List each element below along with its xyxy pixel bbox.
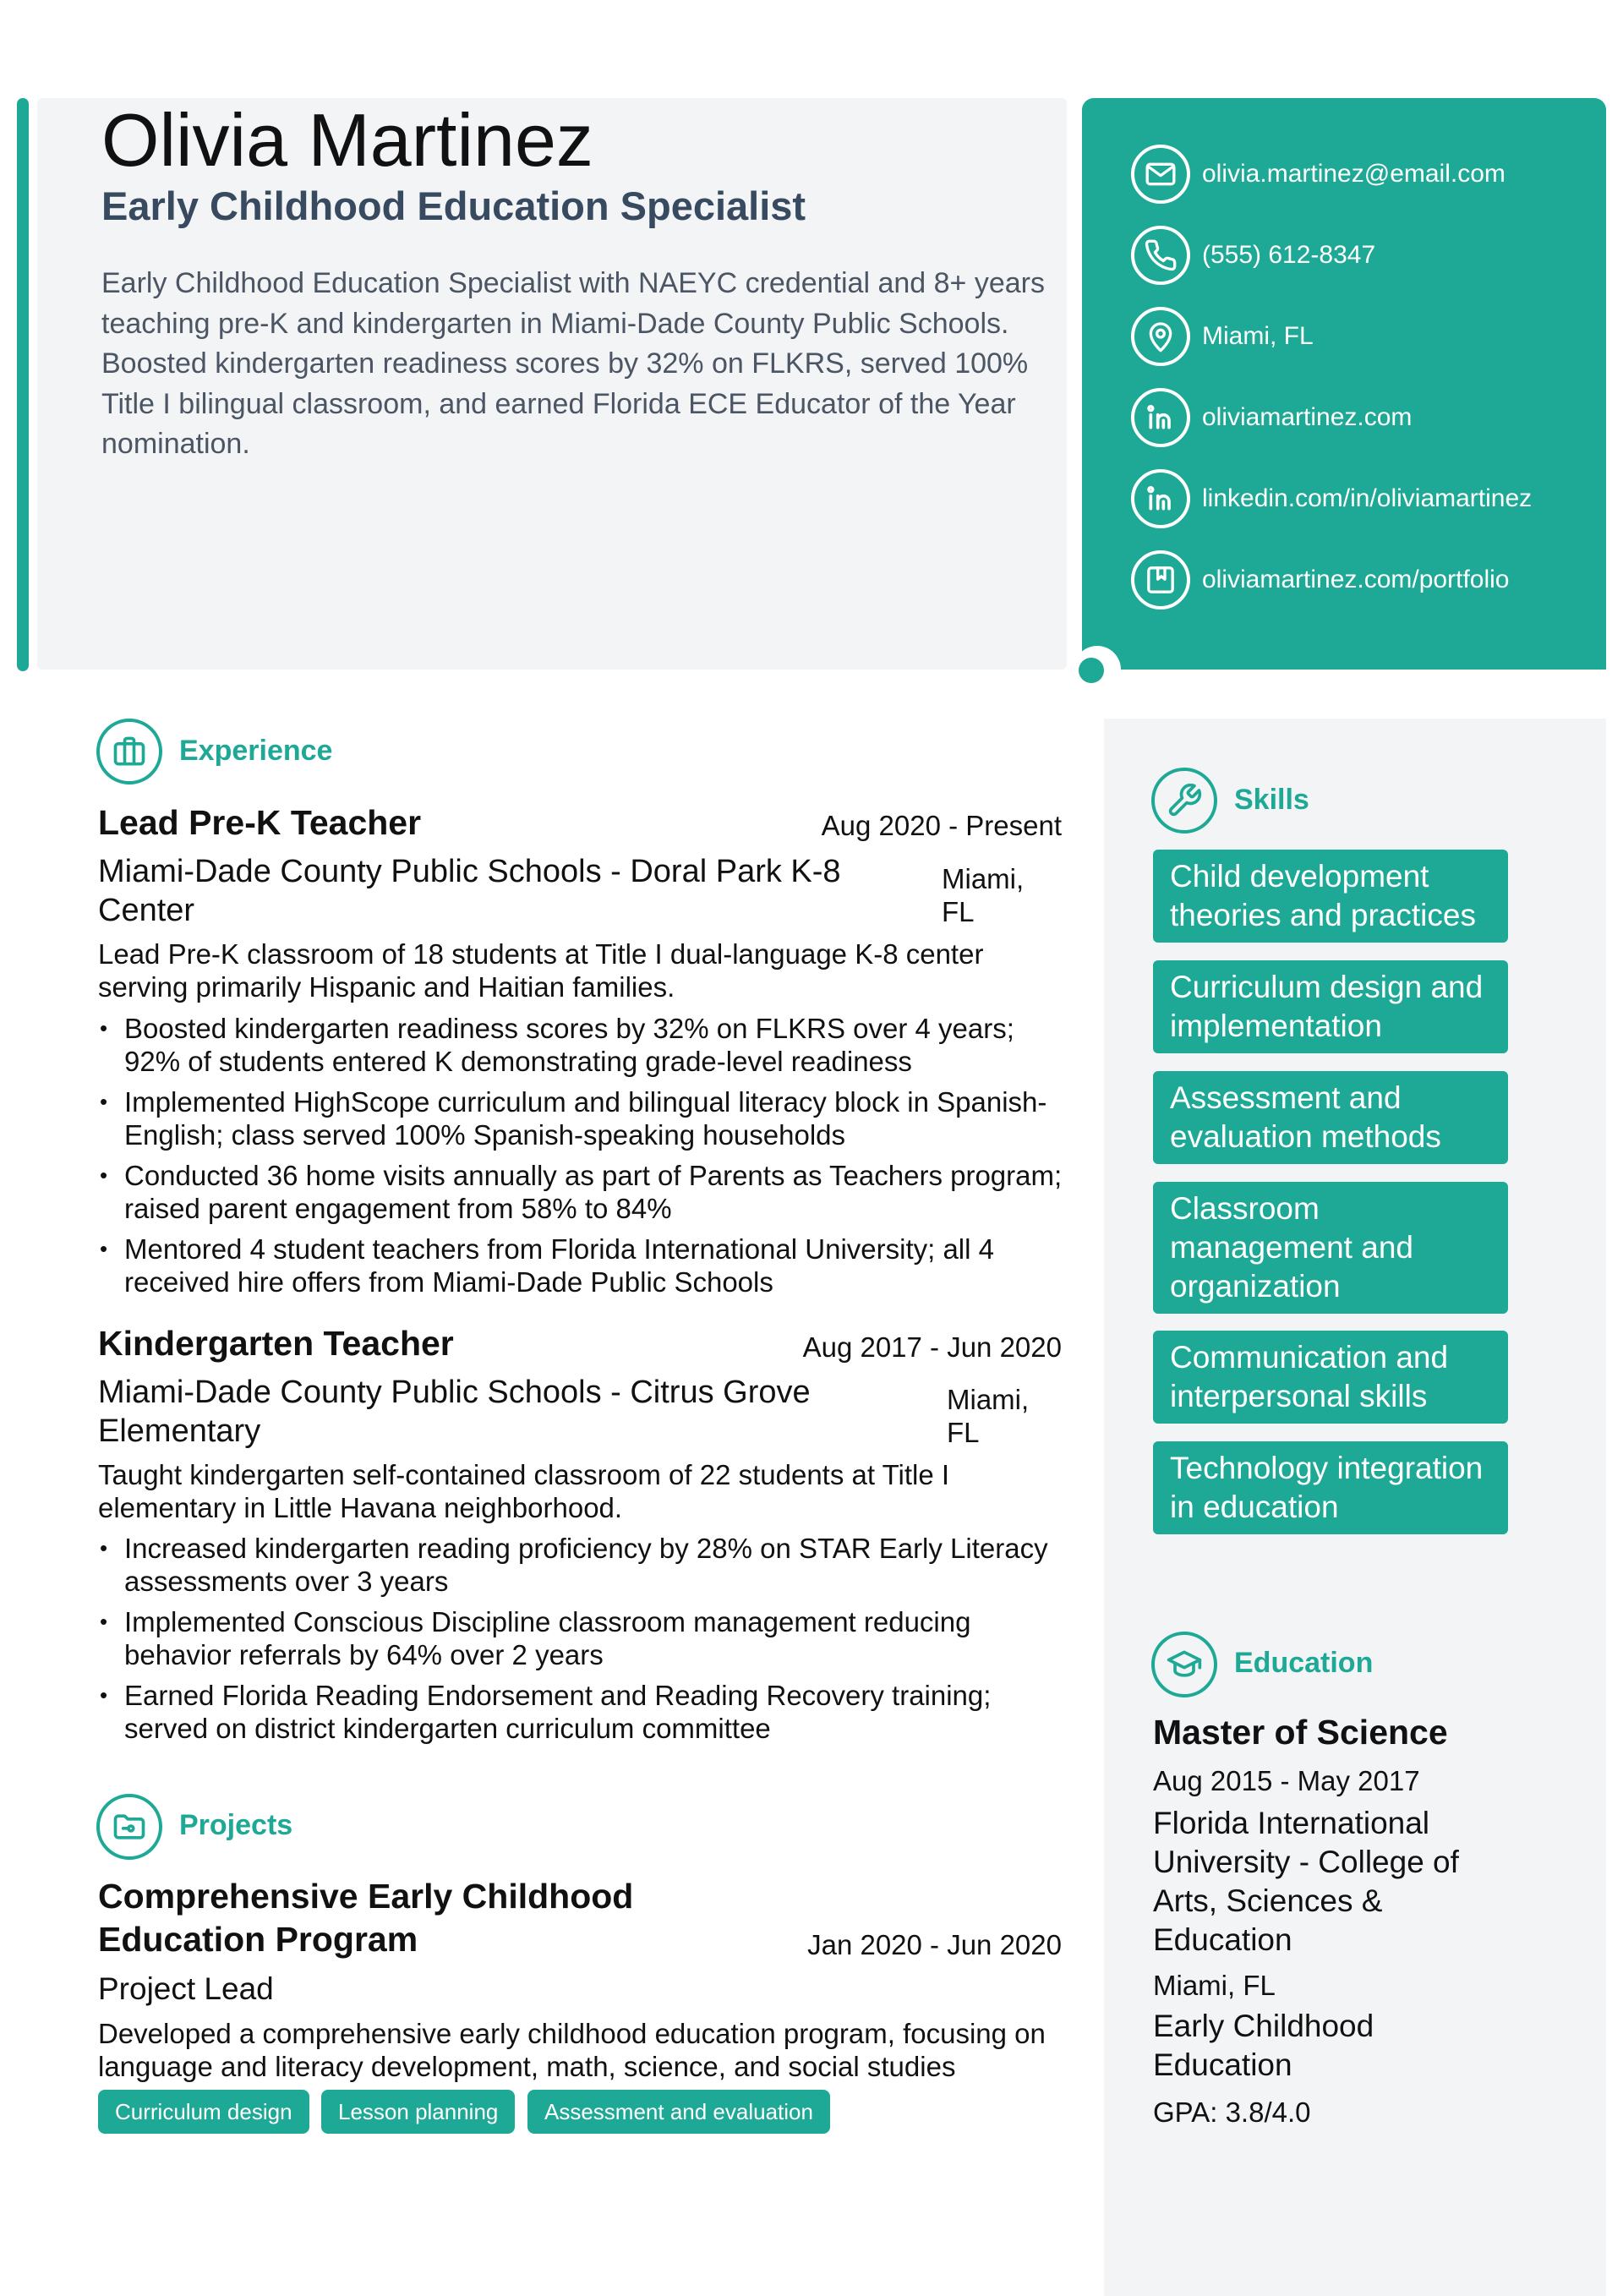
briefcase-icon xyxy=(96,719,162,784)
skill-tag: Curriculum design and implementation xyxy=(1153,960,1508,1053)
job-bullet: • Increased kindergarten reading proficiency by 28% on STAR Early Literacy assessments over 3 years xyxy=(98,1532,1070,1598)
mail-icon xyxy=(1131,145,1190,204)
job-location xyxy=(947,1383,1029,1449)
education-school: Florida International University - College of Arts, Sciences & Education xyxy=(1153,1806,1459,1957)
job-bullet: • Implemented HighScope curriculum and bilingual literacy block in Spanish-English; class served 100% Spanish-speaking households xyxy=(98,1085,1070,1151)
contact-linkedin-text: linkedin.com/in/oliviamartinez xyxy=(1202,484,1533,512)
project-tag: Curriculum design xyxy=(98,2090,309,2134)
phone-icon xyxy=(1131,226,1190,285)
project-title-line-2: Education Program xyxy=(98,1920,418,1959)
folder-icon xyxy=(96,1794,162,1860)
candidate-name: Olivia Martinez xyxy=(101,98,593,182)
job-organization: Miami-Dade County Public Schools - Doral Park K-8 Center xyxy=(98,854,841,928)
job-date: Aug 2020 - Present xyxy=(821,810,1062,841)
education-date: Aug 2015 - May 2017 xyxy=(1153,1765,1420,1796)
graduation-cap-icon xyxy=(1151,1632,1217,1697)
wrench-icon xyxy=(1151,768,1217,834)
contact-email[interactable] xyxy=(1131,140,1506,208)
contact-linkedin[interactable] xyxy=(1131,465,1532,533)
contact-panel xyxy=(1082,98,1606,670)
profile-summary: Early Childhood Education Specialist with NAEYC credential and 8+ years teaching pre-K and kindergarten in Miami-Dade County Public Schools. Boosted kindergarten readiness scores by 32% on FLKRS, served 100% Title I bilingual classroom, and earned Florida ECE Educator of the Year nomination. xyxy=(101,267,1045,460)
skill-tag: Classroom management and organization xyxy=(1153,1182,1508,1314)
job-organization: Miami-Dade County Public Schools - Citrus Grove Elementary xyxy=(98,1375,811,1449)
job-bullet: • Boosted kindergarten readiness scores by 32% on FLKRS over 4 years; 92% of students entered K demonstrating grade-level readiness xyxy=(98,1012,1070,1078)
contact-portfolio[interactable] xyxy=(1131,546,1509,614)
education-degree: Master of Science xyxy=(1153,1713,1448,1752)
job-date: Aug 2017 - Jun 2020 xyxy=(802,1331,1062,1363)
contact-portfolio-text: oliviamartinez.com/portfolio xyxy=(1202,566,1510,593)
job-description: Lead Pre-K classroom of 18 students at Title I dual-language K-8 center serving primarily Hispanic and Haitian families. xyxy=(98,938,984,1003)
education-gpa: GPA: 3.8/4.0 xyxy=(1153,2096,1311,2128)
job-location-state: FL xyxy=(942,896,975,927)
candidate-role: Early Childhood Education Specialist xyxy=(101,183,806,228)
project-tag: Assessment and evaluation xyxy=(527,2090,830,2134)
project-tag: Lesson planning xyxy=(321,2090,515,2134)
job-location-state: FL xyxy=(947,1417,980,1448)
job-bullet: • Mentored 4 student teachers from Florida International University; all 4 received hire offers from Miami-Dade Public Schools xyxy=(98,1233,1070,1298)
job-location-city: Miami, xyxy=(947,1384,1030,1415)
job-bullet: • Conducted 36 home visits annually as part of Parents as Teachers program; raised parent engagement from 58% to 84% xyxy=(98,1159,1070,1225)
linkedin-icon xyxy=(1131,388,1190,447)
contact-phone-text: (555) 612-8347 xyxy=(1202,241,1376,269)
contact-location-text: Miami, FL xyxy=(1202,322,1314,350)
contact-website-text: oliviamartinez.com xyxy=(1202,403,1413,431)
header-accent-bar xyxy=(17,98,29,671)
project-description: Developed a comprehensive early childhood education program, focusing on language and literacy development, math, science, and social studies xyxy=(98,2018,1046,2082)
skill-tag: Assessment and evaluation methods xyxy=(1153,1071,1508,1164)
contact-email-text: olivia.martinez@email.com xyxy=(1202,160,1506,188)
skill-tag: Technology integration in education xyxy=(1153,1441,1508,1534)
skill-tag: Child development theories and practices xyxy=(1153,850,1508,943)
contact-phone[interactable] xyxy=(1131,221,1375,289)
skills-section-title: Skills xyxy=(1234,784,1309,816)
skill-tag: Communication and interpersonal skills xyxy=(1153,1331,1508,1424)
job-description: Taught kindergarten self-contained classroom of 22 students at Title I elementary in Little Havana neighborhood. xyxy=(98,1459,950,1523)
job-title: Lead Pre-K Teacher xyxy=(98,803,422,842)
job-location xyxy=(942,862,1024,928)
decorative-dot xyxy=(1079,658,1104,683)
linkedin-icon xyxy=(1131,469,1190,528)
job-bullet-list xyxy=(98,1012,1070,1306)
job-bullet: • Earned Florida Reading Endorsement and Reading Recovery training; served on district kindergarten curriculum committee xyxy=(98,1679,1070,1745)
education-section-title: Education xyxy=(1234,1647,1374,1679)
portfolio-icon xyxy=(1131,550,1190,610)
job-location-city: Miami, xyxy=(942,863,1025,894)
contact-website[interactable] xyxy=(1131,384,1412,451)
education-field: Early Childhood Education xyxy=(1153,2009,1374,2082)
job-title: Kindergarten Teacher xyxy=(98,1324,454,1363)
job-bullet-list xyxy=(98,1532,1070,1752)
job-bullet: • Implemented Conscious Discipline classroom management reducing behavior referrals by 64% over 2 years xyxy=(98,1605,1070,1671)
project-date: Jan 2020 - Jun 2020 xyxy=(807,1929,1062,1960)
education-location: Miami, FL xyxy=(1153,1970,1276,2001)
projects-section-title: Projects xyxy=(179,1809,293,1841)
map-pin-icon xyxy=(1131,307,1190,366)
contact-location xyxy=(1131,303,1314,370)
experience-section-title: Experience xyxy=(179,735,333,767)
project-title-line-1: Comprehensive Early Childhood xyxy=(98,1877,634,1916)
project-role: Project Lead xyxy=(98,1971,274,2006)
